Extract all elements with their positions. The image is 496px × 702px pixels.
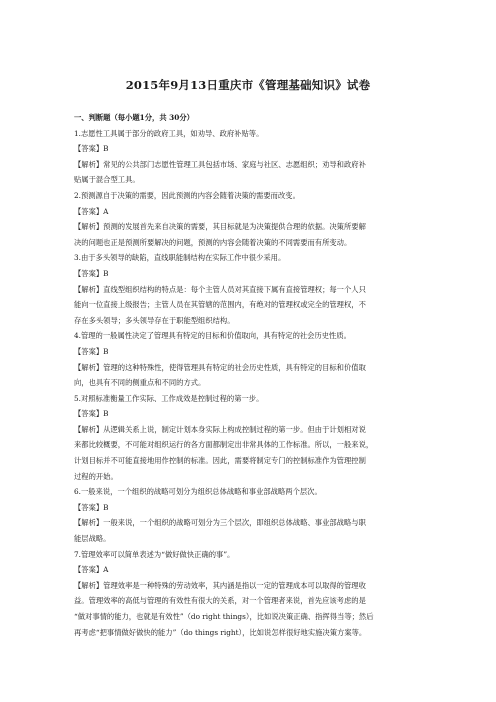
question-line: 4.管理的一般属性决定了管理具有特定的目标和价值取向，具有特定的社会历史性质。 [74, 331, 351, 341]
explanation-line: 能向一位直接上级报告；主管人员在其管辖的范围内，有绝对的管理权或完全的管理权，不 [74, 300, 366, 310]
explanation-line: 【解析】一般来说，一个组织的战略可划分为三个层次，即组织总体战略、事业部战略与职 [74, 518, 366, 528]
question-line: 2.预测源自于决策的需要，因此预测的内容会随着决策的需要而改变。 [74, 190, 300, 200]
explanation-line: 【解析】管理效率是一种特殊的劳动效率，其内涵是指以一定的管理成本可以取得的管理收 [74, 580, 366, 590]
explanation-line: 来都比较概要，不可能对组织运行的各方面都制定出非常具体的工作标准。所以，一般来说， [74, 440, 374, 450]
answer-line: 【答案】B [74, 502, 109, 512]
explanation-line: 益。管理效率的高低与管理的有效性有很大的关系，对一个管理者来说，首先应该考虑的是 [74, 596, 366, 606]
explanation-line: 存在多头领导；多头领导存在于职能型组织结构。 [74, 315, 235, 325]
answer-line: 【答案】A [74, 206, 109, 216]
explanation-line: 能层战略。 [74, 534, 111, 544]
answer-line: 【答案】B [74, 144, 109, 154]
explanation-line: “做对事情的能力，也就是有效性”（do right things），比如说决策正确、指挥得当等；然后 [74, 612, 374, 621]
question-line: 3.由于多头领导的缺陷，直线职能制结构在实际工作中很少采用。 [74, 253, 286, 263]
explanation-line: 【解析】预测的发展首先来自决策的需要，其目标就是为决策提供合理的依据。决策所要解 [74, 222, 366, 232]
explanation-line: 计划目标并不可能直接地用作控制的标准。因此，需要将制定专门的控制标准作为管理控制 [74, 456, 366, 466]
explanation-line: 向，也具有不同的侧重点和不同的方式。 [74, 378, 206, 388]
section-heading: 一、判断题（每小题1分，共 30分） [74, 113, 194, 122]
answer-line: 【答案】B [74, 346, 109, 356]
question-line: 1.志愿性工具属于部分的政府工具，如劝导、政府补贴等。 [74, 128, 264, 138]
explanation-line: 【解析】常见的公共部门志愿性管理工具包括市场、家庭与社区、志愿组织；劝导和政府补 [74, 159, 366, 169]
answer-line: 【答案】B [74, 409, 109, 419]
explanation-line: 决的问题也正是预测所要解决的问题，预测的内容会随着决策的不同需要而有所变动。 [74, 237, 352, 247]
answer-line: 【答案】A [74, 565, 109, 575]
explanation-line: 再考虑“把事情做好做快的能力”（do things right），比如说怎样很好地实施决策方案等。 [74, 627, 367, 637]
answer-line: 【答案】B [74, 268, 109, 278]
explanation-line: 【解析】管理的这种特殊性，使得管理具有特定的社会历史性质，具有特定的目标和价值取 [74, 362, 366, 372]
explanation-line: 【解析】直线型组织结构的特点是：每个主管人员对其直接下属有直接管理权；每一个人只 [74, 284, 366, 294]
document-title: 2015年9月13日重庆市《管理基础知识》试卷 [125, 78, 371, 92]
explanation-line: 贴属于混合型工具。 [74, 175, 140, 185]
explanation-line: 过程的开始。 [74, 471, 118, 481]
question-line: 6.一般来说，一个组织的战略可划分为组织总体战略和事业部战略两个层次。 [74, 487, 322, 497]
question-line: 5.对照标准衡量工作实际、工作成效是控制过程的第一步。 [74, 393, 264, 403]
document-body [74, 110, 426, 640]
question-list [74, 126, 426, 641]
explanation-line: 【解析】从逻辑关系上说，制定计划本身实际上构成控制过程的第一步。但由于计划相对说 [74, 424, 366, 434]
question-line: 7.管理效率可以简单表述为“做好做快正确的事”。 [74, 549, 235, 559]
